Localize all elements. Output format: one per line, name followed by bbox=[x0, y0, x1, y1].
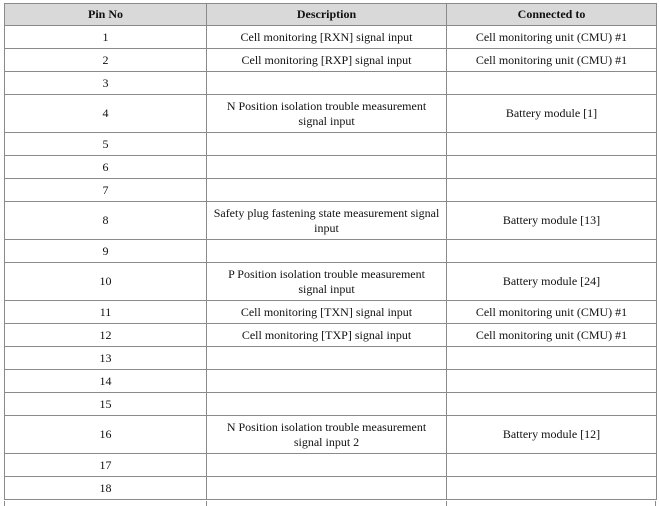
pin-number: 5 bbox=[5, 133, 207, 156]
pin-number: 4 bbox=[5, 95, 207, 133]
pin-number: 12 bbox=[5, 324, 207, 347]
table-row bbox=[5, 202, 657, 240]
pin-connected-to: Battery module [13] bbox=[447, 202, 657, 240]
pin-number: 7 bbox=[5, 179, 207, 202]
pin-connected-to bbox=[447, 454, 657, 477]
pin-number: 9 bbox=[5, 240, 207, 263]
table-row bbox=[5, 72, 657, 95]
table-row bbox=[5, 393, 657, 416]
pin-connected-to: Battery module [1] bbox=[447, 95, 657, 133]
pin-connected-to bbox=[447, 72, 657, 95]
pin-description bbox=[207, 370, 447, 393]
pin-description: N Position isolation trouble measurement signal input 2 bbox=[207, 416, 447, 454]
pin-description bbox=[207, 393, 447, 416]
pin-connected-to bbox=[447, 133, 657, 156]
header-pin-no: Pin No bbox=[5, 4, 207, 26]
table-row bbox=[5, 370, 657, 393]
column-divider bbox=[446, 501, 447, 506]
table-row bbox=[5, 477, 657, 500]
table-row bbox=[5, 454, 657, 477]
pin-number: 15 bbox=[5, 393, 207, 416]
header-row bbox=[5, 4, 657, 26]
pin-description: Cell monitoring [RXP] signal input bbox=[207, 49, 447, 72]
pin-connected-to bbox=[447, 477, 657, 500]
pin-description bbox=[207, 179, 447, 202]
table-row bbox=[5, 95, 657, 133]
pin-number: 14 bbox=[5, 370, 207, 393]
pin-connected-to bbox=[447, 347, 657, 370]
pin-description: Cell monitoring [TXN] signal input bbox=[207, 301, 447, 324]
pin-connected-to bbox=[447, 370, 657, 393]
pin-number: 1 bbox=[5, 26, 207, 49]
table-row bbox=[5, 26, 657, 49]
pin-number: 10 bbox=[5, 263, 207, 301]
pin-connected-to bbox=[447, 240, 657, 263]
pin-description: N Position isolation trouble measurement signal input bbox=[207, 95, 447, 133]
pin-connected-to: Cell monitoring unit (CMU) #1 bbox=[447, 26, 657, 49]
pin-connected-to: Battery module [12] bbox=[447, 416, 657, 454]
pin-connected-to bbox=[447, 156, 657, 179]
table-row bbox=[5, 324, 657, 347]
pin-connected-to: Cell monitoring unit (CMU) #1 bbox=[447, 324, 657, 347]
pin-description bbox=[207, 133, 447, 156]
pin-number: 13 bbox=[5, 347, 207, 370]
pin-number: 11 bbox=[5, 301, 207, 324]
pin-description bbox=[207, 454, 447, 477]
pin-description bbox=[207, 347, 447, 370]
table-row bbox=[5, 301, 657, 324]
header-connected-to: Connected to bbox=[447, 4, 657, 26]
table-row bbox=[5, 156, 657, 179]
table-row bbox=[5, 416, 657, 454]
pin-table bbox=[4, 3, 657, 500]
table-row bbox=[5, 49, 657, 72]
pin-number: 6 bbox=[5, 156, 207, 179]
pin-number: 3 bbox=[5, 72, 207, 95]
pin-description: Safety plug fastening state measurement signal input bbox=[207, 202, 447, 240]
pin-connected-to: Cell monitoring unit (CMU) #1 bbox=[447, 301, 657, 324]
pin-connected-to: Cell monitoring unit (CMU) #1 bbox=[447, 49, 657, 72]
table-row bbox=[5, 240, 657, 263]
pin-number: 2 bbox=[5, 49, 207, 72]
pin-number: 17 bbox=[5, 454, 207, 477]
pin-number: 18 bbox=[5, 477, 207, 500]
table-continuation-edge bbox=[4, 501, 656, 506]
pin-description: Cell monitoring [RXN] signal input bbox=[207, 26, 447, 49]
header-description: Description bbox=[207, 4, 447, 26]
pin-connected-to bbox=[447, 393, 657, 416]
table-row bbox=[5, 133, 657, 156]
pin-connected-to bbox=[447, 179, 657, 202]
table-row bbox=[5, 263, 657, 301]
pin-number: 8 bbox=[5, 202, 207, 240]
pin-description bbox=[207, 240, 447, 263]
pin-description bbox=[207, 156, 447, 179]
pin-description: Cell monitoring [TXP] signal input bbox=[207, 324, 447, 347]
pin-table-container bbox=[4, 3, 656, 500]
pin-description: P Position isolation trouble measurement signal input bbox=[207, 263, 447, 301]
pin-connected-to: Battery module [24] bbox=[447, 263, 657, 301]
table-row bbox=[5, 179, 657, 202]
pin-description bbox=[207, 72, 447, 95]
pin-description bbox=[207, 477, 447, 500]
pin-number: 16 bbox=[5, 416, 207, 454]
column-divider bbox=[206, 501, 207, 506]
table-row bbox=[5, 347, 657, 370]
